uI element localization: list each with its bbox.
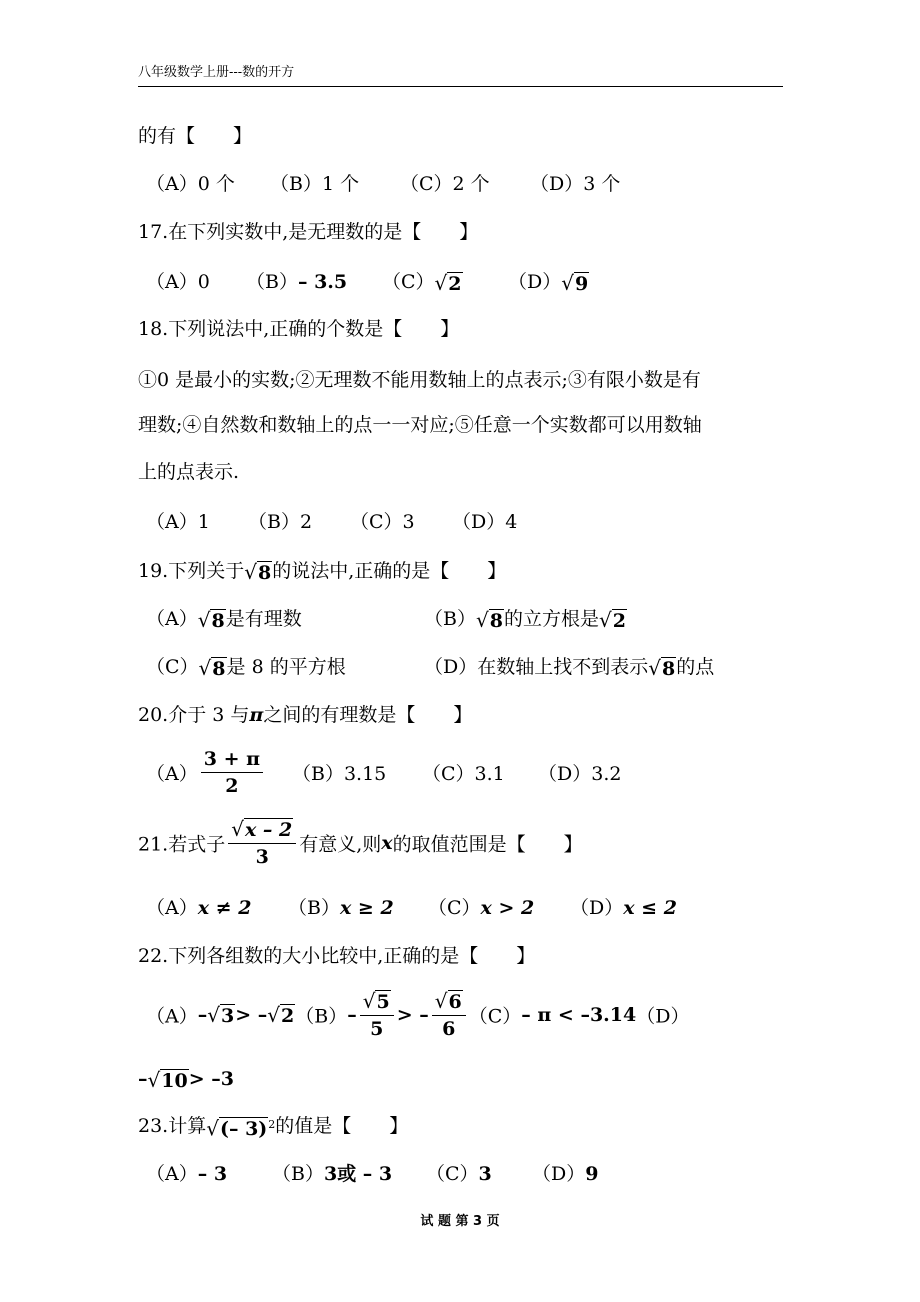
fraction-numerator	[360, 990, 394, 1016]
q21-option-a	[146, 895, 251, 921]
q18-statements-line1: ①0 是最小的实数;②无理数不能用数轴上的点表示;③有限小数是有	[138, 369, 701, 391]
q16-option-d: （D）3 个	[530, 173, 621, 195]
q22-option-d-label: （D）	[636, 1005, 690, 1028]
radical-sign-icon: √	[434, 270, 448, 295]
page-header	[138, 64, 783, 87]
q22-option-d-value: > –3	[188, 1068, 234, 1090]
q19-option-c-text: 是 8 的平方根	[226, 656, 346, 678]
q17-option-b-label: （B）	[246, 271, 298, 293]
sqrt-expression	[435, 270, 463, 297]
q23-stem-prefix: 23.计算	[138, 1115, 207, 1138]
variable-x: x	[381, 832, 393, 854]
q19-stem-suffix: 的说法中,正确的是【 】	[272, 560, 507, 582]
exponent: 2	[268, 1118, 276, 1131]
q21-option-d-label: （D）	[570, 897, 624, 919]
q20-option-c: （C）3.1	[422, 763, 505, 785]
q18-statements-line2: 理数;④自然数和数轴上的点一一对应;⑤任意一个实数都可以用数轴	[138, 414, 702, 436]
q22-option-c-value: – π < –3.14	[521, 1004, 637, 1026]
radicand: 3	[220, 1005, 235, 1027]
minus-sign: –	[347, 1004, 357, 1026]
fraction	[201, 748, 263, 797]
q22-option-c-label: （C）	[468, 1005, 522, 1028]
q20-stem-suffix: 之间的有理数是【 】	[263, 704, 473, 726]
radicand: 8	[489, 609, 503, 632]
radicand: 10	[161, 1069, 188, 1092]
q21-option-c-value: x > 2	[480, 897, 535, 919]
q16-option-a: （A）0 个	[146, 173, 235, 195]
sqrt-expression	[206, 1112, 275, 1142]
q21-option-c-label: （C）	[428, 897, 481, 919]
sqrt-expression	[561, 270, 589, 297]
fraction	[360, 990, 394, 1040]
q18-option-c: （C）3	[350, 511, 415, 533]
q20-stem	[138, 702, 472, 728]
radical-sign-icon: √	[475, 607, 489, 632]
radical-sign-icon: √	[561, 270, 574, 295]
comparison-sign: > –	[235, 1004, 268, 1026]
q19-option-b-label: （B）	[424, 608, 476, 630]
sqrt-expression	[148, 1067, 189, 1094]
q18-stem: 18.下列说法中,正确的个数是【 】	[138, 318, 460, 340]
radical-sign-icon: √	[434, 989, 448, 1013]
q23-option-c	[426, 1161, 492, 1187]
radicand: 6	[448, 991, 462, 1013]
fraction-numerator	[432, 990, 466, 1016]
radical-sign-icon: √	[147, 1067, 161, 1092]
radical-sign-icon: √	[231, 817, 244, 841]
q19-option-a-text: 是有理数	[225, 608, 302, 630]
radicand: 5	[376, 991, 390, 1013]
q21-option-b-label: （B）	[288, 897, 340, 919]
pi-symbol: π	[249, 704, 264, 726]
q16-continuation: 的有【 】	[138, 125, 253, 147]
radical-sign-icon: √	[244, 559, 257, 584]
q19-option-d-text: 的点	[676, 656, 715, 678]
q21-option-a-value: x ≠ 2	[197, 897, 252, 919]
fraction-numerator: 3 + π	[201, 748, 263, 773]
q17-option-c-label: （C）	[382, 271, 435, 293]
q19-option-c	[146, 654, 346, 682]
q19-stem	[138, 558, 506, 586]
q22-option-d-continuation	[138, 1066, 234, 1094]
radicand: 2	[281, 1005, 295, 1027]
fraction-denominator: 6	[442, 1018, 456, 1040]
q20-option-b: （B）3.15	[292, 763, 387, 785]
fraction-denominator: 5	[370, 1018, 384, 1040]
q18-option-d: （D）4	[452, 511, 518, 533]
q17-option-b	[246, 269, 347, 295]
q23-option-b-label: （B）	[272, 1163, 324, 1185]
q23-option-d-value: 9	[585, 1163, 599, 1185]
fraction-denominator: 3	[255, 846, 269, 868]
q22-option-b-label: （B）	[295, 1005, 348, 1028]
q21-option-a-label: （A）	[146, 897, 198, 919]
q23-option-d	[532, 1161, 598, 1187]
q21-option-d	[570, 895, 677, 921]
q19-option-b	[424, 606, 627, 634]
q23-option-a	[146, 1161, 227, 1187]
fraction	[228, 818, 296, 868]
q19-stem-prefix: 19.下列关于	[138, 560, 245, 582]
q21-stem-suffix: 的取值范围是【 】	[392, 833, 583, 856]
sqrt-expression	[244, 559, 272, 586]
radical-sign-icon: √	[267, 1003, 281, 1027]
q17-stem: 17.在下列实数中,是无理数的是【 】	[138, 221, 479, 243]
q19-option-a-label: （A）	[146, 608, 198, 630]
q19-option-d-label: （D）在数轴上找不到表示	[424, 656, 649, 678]
header-title: 八年级数学上册---数的开方	[138, 65, 295, 80]
minus-sign: –	[197, 1004, 208, 1026]
sqrt-expression	[476, 607, 504, 634]
q23-option-d-label: （D）	[532, 1163, 586, 1185]
radicand: 8	[257, 561, 272, 584]
q19-option-d	[424, 654, 714, 682]
sqrt-expression	[198, 607, 226, 634]
q16-option-c: （C）2 个	[400, 173, 490, 195]
page-footer	[0, 1210, 920, 1229]
q16-option-b: （B）1 个	[270, 173, 360, 195]
q17-option-c	[382, 269, 463, 297]
sqrt-expression	[599, 607, 627, 634]
q18-option-b: （B）2	[248, 511, 313, 533]
q23-option-b	[272, 1161, 392, 1187]
radicand: 8	[212, 657, 226, 680]
comparison-sign: > –	[396, 1004, 429, 1026]
q21-option-b	[288, 895, 394, 921]
q20-option-d: （D）3.2	[538, 763, 622, 785]
q23-stem	[138, 1112, 408, 1142]
sqrt-expression	[199, 655, 227, 682]
fraction	[432, 990, 466, 1040]
q19-option-a	[146, 606, 302, 634]
q21-stem-middle: 有意义,则	[299, 833, 382, 856]
radical-sign-icon: √	[207, 1003, 220, 1027]
radical-sign-icon: √	[198, 655, 212, 680]
fraction-numerator	[228, 818, 296, 844]
radicand: 9	[574, 272, 589, 295]
radicand: x – 2	[244, 819, 293, 841]
q18-option-a: （A）1	[146, 511, 210, 533]
q17-option-b-value: – 3.5	[297, 271, 348, 293]
radical-sign-icon: √	[197, 607, 211, 632]
q19-option-c-label: （C）	[146, 656, 199, 678]
minus-sign: –	[138, 1068, 148, 1090]
footer-page-number: 试 题 第 3 页	[420, 1214, 500, 1229]
q21-stem-prefix: 21.若式子	[138, 833, 226, 856]
q23-option-a-value: – 3	[197, 1163, 228, 1185]
q19-option-b-text: 的立方根是	[503, 608, 599, 630]
q23-option-a-label: （A）	[146, 1163, 198, 1185]
q17-option-a: （A）0	[146, 271, 210, 293]
radicand: (– 3)	[219, 1118, 268, 1141]
q23-option-c-label: （C）	[426, 1163, 479, 1185]
radical-sign-icon: √	[598, 607, 612, 632]
q20-stem-prefix: 20.介于 3 与	[138, 704, 250, 726]
q23-option-b-value: 3或 – 3	[323, 1163, 393, 1185]
q18-statements-line3: 上的点表示.	[138, 461, 240, 483]
radicand: 8	[661, 657, 676, 680]
q22-option-a-label: （A）	[146, 1005, 198, 1028]
radical-sign-icon: √	[648, 655, 661, 680]
q21-stem	[138, 818, 583, 868]
q17-option-d-label: （D）	[508, 271, 562, 293]
q20-option-a	[146, 748, 266, 797]
q21-option-b-value: x ≥ 2	[339, 897, 394, 919]
q21-option-d-value: x ≤ 2	[623, 897, 677, 919]
radicand: 2	[448, 272, 462, 295]
sqrt-expression	[267, 1003, 295, 1027]
q22-options-row	[146, 990, 689, 1040]
radicand: 8	[211, 609, 225, 632]
q21-option-c	[428, 895, 534, 921]
q22-stem: 22.下列各组数的大小比较中,正确的是【 】	[138, 945, 536, 967]
q23-option-c-value: 3	[478, 1163, 492, 1185]
radical-sign-icon: √	[206, 1116, 219, 1141]
sqrt-expression	[648, 655, 676, 682]
sqrt-expression	[207, 1003, 235, 1027]
radical-sign-icon: √	[362, 989, 376, 1013]
radicand: 2	[612, 609, 626, 632]
q20-option-a-label: （A）	[146, 763, 198, 785]
fraction-denominator: 2	[225, 775, 239, 797]
q17-option-d	[508, 269, 589, 297]
q23-stem-suffix: 的值是【 】	[275, 1115, 409, 1138]
